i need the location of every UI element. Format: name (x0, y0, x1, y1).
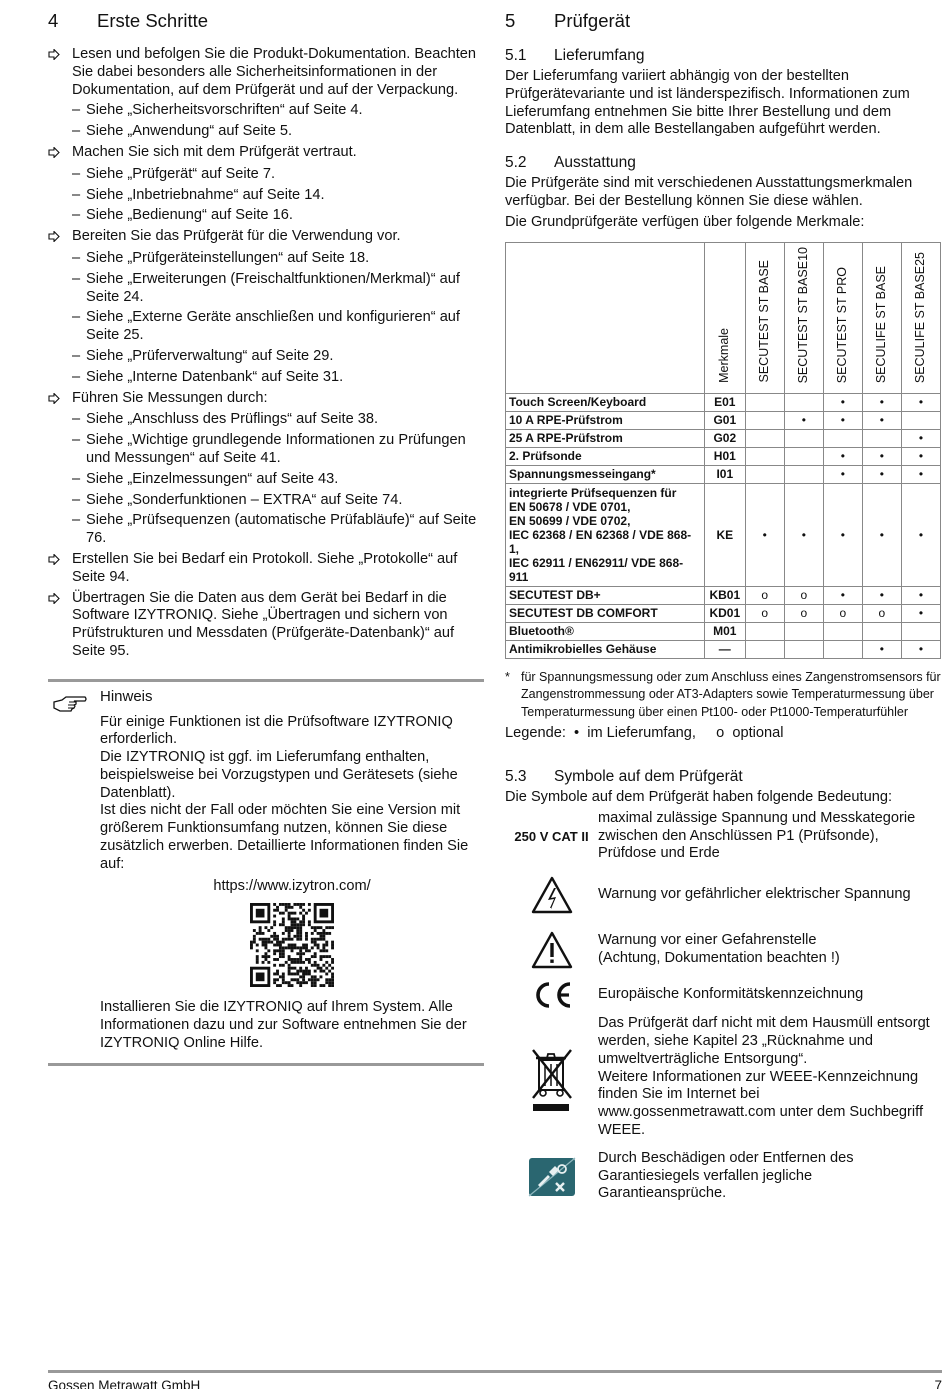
symbol-row (505, 977, 941, 1013)
dash-bullet: – (72, 309, 81, 326)
availability-cell: o (745, 604, 784, 622)
qr-code-icon[interactable] (250, 903, 334, 987)
reference-text: Siehe „Prüfgeräteinstellungen“ auf Seite 18. (86, 249, 370, 266)
dash-bullet: – (72, 207, 81, 224)
availability-cell: • (901, 586, 940, 604)
hinweis-paragraph: Installieren Sie die IZYTRONIQ auf Ihrem System. Alle Informationen dazu und zur Software entnehmen Sie der IZYTRONIQ Online Hilfe. (100, 999, 467, 1052)
header-label: SECULIFE ST BASE25 (913, 251, 928, 383)
availability-cell: • (862, 465, 901, 483)
availability-cell (784, 465, 823, 483)
table-legend: Legende: • im Lieferumfang, o optional (505, 725, 784, 742)
dash-bullet: – (72, 432, 81, 449)
arrow-right-icon (48, 228, 72, 247)
page-footer (48, 1370, 942, 1389)
table-row (506, 465, 941, 483)
availability-cell (784, 640, 823, 658)
symbol-description: Warnung vor einer Gefahrenstelle (Achtung, Dokumentation beachten !) (598, 932, 840, 967)
header-model (784, 242, 823, 393)
step-reference[interactable] (72, 309, 484, 345)
reference-text: Siehe „Sonderfunktionen – EXTRA“ auf Seite 74. (86, 491, 403, 508)
availability-cell: • (901, 447, 940, 465)
reference-text: Siehe „Prüfgerät“ auf Seite 7. (86, 165, 276, 182)
availability-cell: • (862, 586, 901, 604)
availability-cell: • (823, 393, 862, 411)
dash-bullet: – (72, 411, 81, 428)
table-row (506, 640, 941, 658)
feature-label: integrierte Prüfsequenzen für EN 50678 / VDE 0701, EN 50699 / VDE 0702, IEC 62368 / EN 62368 / VDE 868-1, IEC 62911 / EN62911/ VDE 868-911 (506, 483, 705, 586)
reference-text: Siehe „Erweiterungen (Freischaltfunktionen/Merkmal)“ auf Seite 24. (86, 270, 460, 305)
dash-bullet: – (72, 249, 81, 266)
step-text: Erstellen Sie bei Bedarf ein Protokoll. Siehe „Protokolle“ auf Seite 94. (72, 550, 458, 585)
arrow-right-icon (48, 46, 72, 99)
header-label: SECUTEST ST BASE (756, 260, 771, 383)
dash-bullet: – (72, 123, 81, 140)
header-model (823, 242, 862, 393)
feature-code: G01 (704, 411, 745, 429)
symbol-row (505, 869, 941, 921)
symbol-description: Durch Beschädigen oder Entfernen des Garantiesiegels verfallen jegliche Garantieansprüche. (598, 1149, 854, 1202)
feature-label: SECUTEST DB+ (506, 586, 705, 604)
availability-cell (784, 393, 823, 411)
availability-cell: o (784, 586, 823, 604)
ce-mark-icon (530, 980, 574, 1010)
availability-cell (745, 429, 784, 447)
header-empty-cell (506, 242, 705, 393)
chapter-title: Prüfgerät (554, 10, 631, 32)
table-header-row (506, 242, 941, 393)
section-title: Lieferumfang (554, 47, 645, 65)
availability-cell (823, 640, 862, 658)
header-merkmale (704, 242, 745, 393)
step-reference[interactable] (72, 432, 484, 468)
availability-cell: • (823, 483, 862, 586)
feature-code: M01 (704, 622, 745, 640)
availability-cell (745, 622, 784, 640)
symbols-list (505, 810, 941, 1203)
footnote-marker: * (505, 669, 510, 684)
header-model (901, 242, 940, 393)
reference-text: Siehe „Externe Geräte anschließen und konfigurieren“ auf Seite 25. (86, 309, 460, 344)
features-table (505, 242, 941, 659)
section-title: Symbole auf dem Prüfgerät (554, 768, 743, 786)
availability-cell (784, 429, 823, 447)
steps-list (48, 46, 484, 661)
dash-bullet: – (72, 165, 81, 182)
feature-code: KD01 (704, 604, 745, 622)
arrow-right-icon (48, 590, 72, 661)
availability-cell: o (745, 586, 784, 604)
arrow-right-icon (48, 144, 72, 163)
hinweis-paragraph: Für einige Funktionen ist die Prüfsoftware IZYTRONIQ erforderlich. (100, 713, 453, 748)
availability-cell: o (862, 604, 901, 622)
availability-cell: • (784, 411, 823, 429)
symbol-row (505, 1150, 941, 1203)
ausstattung-text: Die Grundprüfgeräte verfügen über folgende Merkmale: (505, 213, 865, 230)
header-label: SECUTEST ST BASE10 (795, 246, 810, 383)
availability-cell (745, 447, 784, 465)
feature-label: Touch Screen/Keyboard (506, 393, 705, 411)
dash-bullet: – (72, 186, 81, 203)
section-title: Ausstattung (554, 154, 636, 172)
section-number: 5.3 (505, 768, 527, 786)
chapter-title: Erste Schritte (97, 10, 209, 32)
feature-code: G02 (704, 429, 745, 447)
cat-rating-label: 250 V CAT II (514, 828, 589, 844)
availability-cell: o (784, 604, 823, 622)
table-row (506, 429, 941, 447)
dash-bullet: – (72, 347, 81, 364)
left-column (48, 8, 484, 1066)
availability-cell: • (823, 586, 862, 604)
hinweis-title: Hinweis (100, 687, 153, 705)
availability-cell: • (901, 483, 940, 586)
availability-cell: • (823, 411, 862, 429)
hinweis-paragraph: Die IZYTRONIQ ist ggf. im Lieferumfang enthalten, beispielsweise bei Vorzugstypen und Gerätesets (siehe Datenblatt). (100, 749, 458, 801)
footnote-text: für Spannungsmessung oder zum Anschluss eines Zangenstromsensors für Zangenstrommessung oder AT3-Adapters sowie Temperaturmessung über Temperaturmessung über einen Pt100- oder Pt1000-Temperaturfühler (521, 669, 941, 719)
table-footnote (505, 669, 941, 722)
feature-label: 2. Prüfsonde (506, 447, 705, 465)
feature-code: — (704, 640, 745, 658)
symbols-intro: Die Symbole auf dem Prüfgerät haben folgende Bedeutung: (505, 789, 892, 806)
availability-cell (745, 640, 784, 658)
availability-cell (745, 465, 784, 483)
feature-code: E01 (704, 393, 745, 411)
availability-cell (823, 622, 862, 640)
header-label: SECULIFE ST BASE (873, 265, 888, 383)
table-row (506, 604, 941, 622)
symbol-row (505, 1015, 941, 1140)
step-reference[interactable] (72, 512, 484, 548)
availability-cell: • (862, 447, 901, 465)
general-warning-icon (531, 931, 573, 969)
step-item (48, 551, 484, 587)
reference-text: Siehe „Anschluss des Prüflings“ auf Seite 38. (86, 411, 379, 428)
availability-cell (862, 429, 901, 447)
feature-code: KE (704, 483, 745, 586)
section-heading-5-2 (505, 153, 941, 173)
feature-label: Bluetooth® (506, 622, 705, 640)
chapter-number: 5 (505, 10, 516, 32)
hinweis-box (48, 679, 484, 1066)
step-text: Übertragen Sie die Daten aus dem Gerät bei Bedarf in die Software IZYTRONIQ. Siehe „Übertragen und sichern von Prüfstrukturen und Messdaten (Prüfgeräte-Datenbank)“ auf Seite 95. (72, 589, 455, 659)
section-number: 5.1 (505, 47, 527, 65)
reference-text: Siehe „Prüferverwaltung“ auf Seite 29. (86, 347, 334, 364)
reference-text: Siehe „Wichtige grundlegende Informationen zu Prüfungen und Messungen“ auf Seite 41. (86, 432, 466, 466)
step-reference[interactable] (72, 471, 484, 489)
availability-cell: • (823, 447, 862, 465)
availability-cell: • (901, 465, 940, 483)
availability-cell: • (745, 483, 784, 586)
lieferumfang-text: Der Lieferumfang variiert abhängig von der bestellten Prüfgerätevariante und ist länderspezifisch. Informationen zum Lieferumfang entnehmen Sie bitte Ihrer Bestellung und dem Datenblatt, in dem alle Bestellangaben aufgeführt werden. (505, 68, 910, 138)
feature-label: 25 A RPE-Prüfstrom (506, 429, 705, 447)
dash-bullet: – (72, 102, 81, 119)
step-reference[interactable] (72, 348, 484, 366)
step-reference[interactable] (72, 411, 484, 429)
step-item (48, 228, 484, 247)
availability-cell: • (862, 483, 901, 586)
chapter-heading (48, 8, 484, 34)
feature-label: Spannungsmesseingang* (506, 465, 705, 483)
step-text: Führen Sie Messungen durch: (72, 389, 268, 406)
reference-text: Siehe „Prüfsequenzen (automatische Prüfabläufe)“ auf Seite 76. (86, 512, 477, 547)
reference-text: Siehe „Einzelmessungen“ auf Seite 43. (86, 470, 339, 487)
dash-bullet: – (72, 270, 81, 287)
step-item (48, 46, 484, 99)
step-reference[interactable] (72, 166, 484, 184)
warranty-seal-icon (528, 1157, 576, 1197)
hinweis-paragraph: Ist dies nicht der Fall oder möchten Sie eine Version mit größerem Funktionsumfang nutzen, können Sie diese zusätzlich erwerben. Detaillierte Informationen finden Sie auf: (100, 802, 469, 872)
availability-cell: • (901, 604, 940, 622)
step-item (48, 590, 484, 661)
step-reference[interactable] (72, 271, 484, 307)
availability-cell: • (901, 640, 940, 658)
section-heading-5-1 (505, 46, 941, 66)
high-voltage-warning-icon (531, 876, 573, 914)
availability-cell: • (901, 393, 940, 411)
availability-cell: • (901, 429, 940, 447)
step-reference[interactable] (72, 492, 484, 510)
symbol-description: Das Prüfgerät darf nicht mit dem Hausmüll entsorgt werden, siehe Kapitel 23 „Rücknahme und umweltverträgliche Entsorgung“. Weitere Informationen zur WEEE-Kennzeichnung finden Sie im Internet bei www.gossenmetrawatt.com unter dem Suchbegriff WEEE. (598, 1015, 930, 1139)
feature-label: Antimikrobielles Gehäuse (506, 640, 705, 658)
table-row (506, 586, 941, 604)
step-reference[interactable] (72, 187, 484, 205)
page-number: 7 (934, 1378, 942, 1389)
step-reference[interactable] (72, 102, 484, 120)
table-row (506, 622, 941, 640)
header-label: SECUTEST ST PRO (834, 266, 849, 383)
step-text: Bereiten Sie das Prüfgerät für die Verwendung vor. (72, 228, 401, 245)
table-row (506, 393, 941, 411)
availability-cell: • (823, 465, 862, 483)
footer-company: Gossen Metrawatt GmbH (48, 1378, 201, 1389)
availability-cell: o (823, 604, 862, 622)
chapter-number: 4 (48, 10, 59, 32)
dash-bullet: – (72, 368, 81, 385)
pointing-hand-icon (52, 694, 88, 714)
availability-cell: • (862, 393, 901, 411)
dash-bullet: – (72, 470, 81, 487)
availability-cell: • (784, 483, 823, 586)
header-label: Merkmale (716, 328, 731, 383)
availability-cell (823, 429, 862, 447)
arrow-right-icon (48, 390, 72, 409)
feature-code: H01 (704, 447, 745, 465)
step-text: Machen Sie sich mit dem Prüfgerät vertraut. (72, 143, 357, 160)
availability-cell (784, 622, 823, 640)
section-number: 5.2 (505, 154, 527, 172)
symbol-description: maximal zulässige Spannung und Messkategorie zwischen den Anschlüssen P1 (Prüfsonde), Prüfdose und Erde (598, 809, 916, 862)
step-reference[interactable] (72, 207, 484, 225)
izytron-url-link[interactable]: https://www.izytron.com/ (213, 877, 371, 894)
availability-cell: • (862, 411, 901, 429)
weee-bin-icon (529, 1042, 575, 1114)
step-item (48, 144, 484, 163)
feature-code: KB01 (704, 586, 745, 604)
table-row (506, 483, 941, 586)
right-column (505, 8, 941, 1203)
ausstattung-text: Die Prüfgeräte sind mit verschiedenen Ausstattungsmerkmalen verfügbar. Bei der Bestellung können Sie diese wählen. (505, 175, 913, 209)
step-reference[interactable] (72, 123, 484, 141)
step-reference[interactable] (72, 250, 484, 268)
arrow-right-icon (48, 551, 72, 587)
reference-text: Siehe „Sicherheitsvorschriften“ auf Seite 4. (86, 102, 363, 119)
reference-text: Siehe „Anwendung“ auf Seite 5. (86, 123, 293, 140)
symbol-description: Warnung vor gefährlicher elektrischer Spannung (598, 886, 911, 903)
availability-cell (862, 622, 901, 640)
table-row (506, 447, 941, 465)
symbol-row (505, 810, 941, 863)
availability-cell (745, 393, 784, 411)
header-model (745, 242, 784, 393)
reference-text: Siehe „Interne Datenbank“ auf Seite 31. (86, 368, 344, 385)
symbol-row (505, 927, 941, 973)
table-row (506, 411, 941, 429)
dash-bullet: – (72, 512, 81, 529)
reference-text: Siehe „Bedienung“ auf Seite 16. (86, 207, 293, 224)
step-item (48, 390, 484, 409)
availability-cell (784, 447, 823, 465)
header-model (862, 242, 901, 393)
dash-bullet: – (72, 491, 81, 508)
step-reference[interactable] (72, 369, 484, 387)
feature-code: I01 (704, 465, 745, 483)
step-text: Lesen und befolgen Sie die Produkt-Dokumentation. Beachten Sie dabei besonders alle Sicherheitsinformationen in der Dokumentation, auf dem Prüfgerät und auf der Verpackung. (72, 46, 477, 98)
feature-label: 10 A RPE-Prüfstrom (506, 411, 705, 429)
section-heading-5-3 (505, 767, 941, 787)
availability-cell (901, 411, 940, 429)
feature-label: SECUTEST DB COMFORT (506, 604, 705, 622)
availability-cell (745, 411, 784, 429)
availability-cell (901, 622, 940, 640)
availability-cell: • (862, 640, 901, 658)
chapter-heading (505, 8, 941, 34)
reference-text: Siehe „Inbetriebnahme“ auf Seite 14. (86, 186, 325, 203)
symbol-description: Europäische Konformitätskennzeichnung (598, 986, 864, 1003)
